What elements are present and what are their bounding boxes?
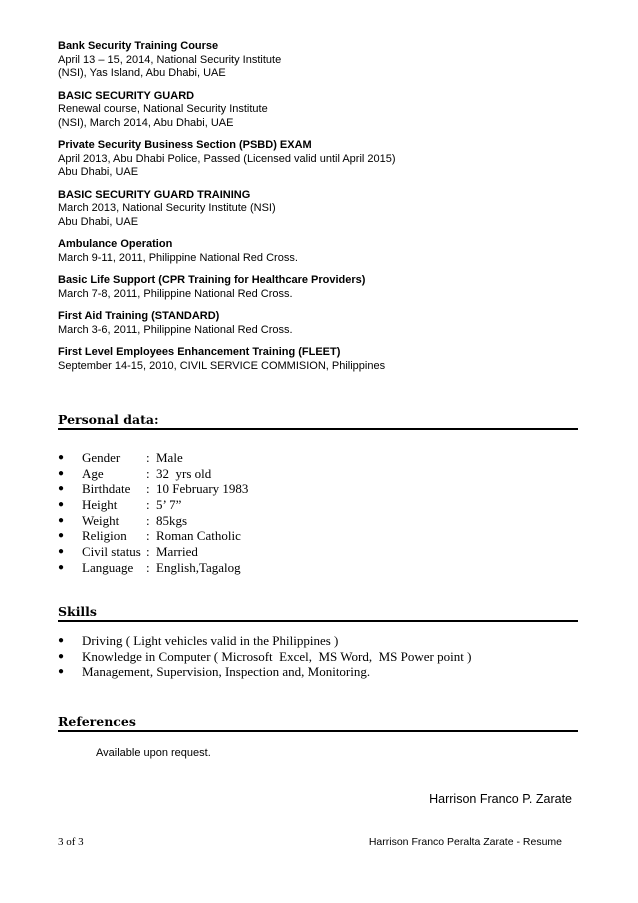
personal-label: Gender — [82, 450, 121, 465]
bullet-icon: ● — [58, 635, 65, 646]
personal-label: Birthdate — [82, 481, 131, 497]
references-text: Available upon request. — [96, 747, 211, 759]
bullet-icon: ● — [58, 546, 65, 558]
personal-value: English,Tagalog — [156, 559, 241, 575]
bullet-icon: ● — [58, 483, 65, 495]
personal-separator: : — [146, 544, 150, 560]
bullet-icon: ● — [58, 467, 65, 479]
training-detail: March 9-11, 2011, Philippine National Red Cross. — [58, 251, 298, 264]
personal-data-item — [58, 466, 248, 482]
training-title: BASIC SECURITY GUARD TRAINING — [58, 188, 251, 201]
training-title: Basic Life Support (CPR Training for Healthcare Providers) — [58, 274, 366, 286]
training-detail: (NSI), Yas Island, Abu Dhabi, UAE — [58, 67, 226, 79]
training-title: Bank Security Training Course — [58, 40, 219, 52]
personal-data-item — [58, 544, 248, 560]
personal-separator: : — [146, 512, 150, 528]
references-heading: References — [58, 714, 578, 732]
personal-label: Civil status — [82, 544, 141, 560]
training-detail: March 7-8, 2011, Philippine National Red Cross. — [58, 287, 293, 300]
bullet-icon: ● — [58, 514, 65, 526]
page-number: 3 of 3 — [58, 836, 84, 848]
training-detail: Abu Dhabi, UAE — [58, 166, 139, 178]
training-detail: Renewal course, National Security Institute — [58, 103, 268, 115]
personal-label: Language — [82, 559, 134, 575]
bullet-icon: ● — [58, 650, 65, 662]
training-detail: September 14-15, 2010, CIVIL SERVICE COMMISION, Philippines — [58, 359, 386, 372]
training-detail: (NSI), March 2014, Abu Dhabi, UAE — [58, 116, 234, 129]
training-detail: April 2013, Abu Dhabi Police, Passed (Licensed valid until April 2015) — [58, 152, 396, 165]
training-detail: Abu Dhabi, UAE — [58, 215, 139, 228]
personal-value: Roman Catholic — [156, 528, 241, 544]
skills-heading: Skills — [58, 604, 578, 622]
skill-text: Management, Supervision, Inspection and, Monitoring. — [82, 664, 371, 680]
skills-list — [58, 633, 471, 680]
personal-data-item — [58, 560, 248, 576]
training-item — [58, 90, 598, 131]
signature-name: Harrison Franco P. Zarate — [429, 792, 572, 806]
personal-separator: : — [146, 528, 150, 544]
personal-label: Weight — [82, 512, 120, 528]
personal-separator: : — [146, 450, 150, 465]
personal-data-item — [58, 497, 248, 513]
training-detail: March 2013, National Security Institute (NSI) — [58, 202, 276, 214]
personal-value: Married — [156, 544, 198, 560]
personal-data-item — [58, 481, 248, 497]
personal-separator: : — [146, 559, 150, 575]
personal-separator: : — [146, 481, 150, 497]
personal-data-item — [58, 450, 248, 466]
personal-separator: : — [146, 465, 150, 481]
personal-data-item — [58, 528, 248, 544]
training-detail: April 13 – 15, 2014, National Security Institute — [58, 53, 282, 66]
bullet-icon: ● — [58, 452, 65, 463]
footer-document-title: Harrison Franco Peralta Zarate - Resume — [368, 836, 562, 848]
training-item — [58, 238, 598, 265]
training-title: First Level Employees Enhancement Training (FLEET) — [58, 346, 341, 358]
personal-value: 32 yrs old — [156, 465, 212, 481]
personal-value: Male — [156, 450, 183, 465]
training-item — [58, 310, 598, 337]
bullet-icon: ● — [58, 530, 65, 542]
training-item — [58, 40, 598, 81]
skill-text: Driving ( Light vehicles valid in the Philippines ) — [82, 633, 339, 648]
bullet-icon: ● — [58, 499, 65, 511]
training-item — [58, 346, 598, 373]
personal-data-item — [58, 513, 248, 529]
training-list — [58, 40, 598, 382]
training-detail: March 3-6, 2011, Philippine National Red Cross. — [58, 323, 293, 336]
personal-label: Height — [82, 497, 118, 513]
skill-item — [58, 633, 471, 649]
personal-data-heading: Personal data: — [58, 412, 578, 430]
training-item — [58, 139, 598, 180]
personal-value: 5’ 7” — [156, 497, 182, 513]
skill-item — [58, 649, 471, 665]
training-title: First Aid Training (STANDARD) — [58, 310, 220, 322]
bullet-icon: ● — [58, 666, 65, 678]
personal-label: Age — [82, 465, 104, 481]
personal-label: Religion — [82, 528, 127, 544]
personal-value: 85kgs — [156, 512, 188, 528]
training-title: Private Security Business Section (PSBD) EXAM — [58, 139, 312, 151]
training-item — [58, 274, 598, 301]
personal-separator: : — [146, 497, 150, 513]
bullet-icon: ● — [58, 561, 65, 573]
personal-data-list — [58, 450, 248, 576]
training-title: Ambulance Operation — [58, 238, 173, 250]
personal-value: 10 February 1983 — [156, 481, 249, 497]
training-title: BASIC SECURITY GUARD — [58, 89, 195, 102]
training-item — [58, 189, 598, 230]
skill-text: Knowledge in Computer ( Microsoft Excel, MS Word, MS Power point ) — [82, 648, 472, 664]
skill-item — [58, 664, 471, 680]
